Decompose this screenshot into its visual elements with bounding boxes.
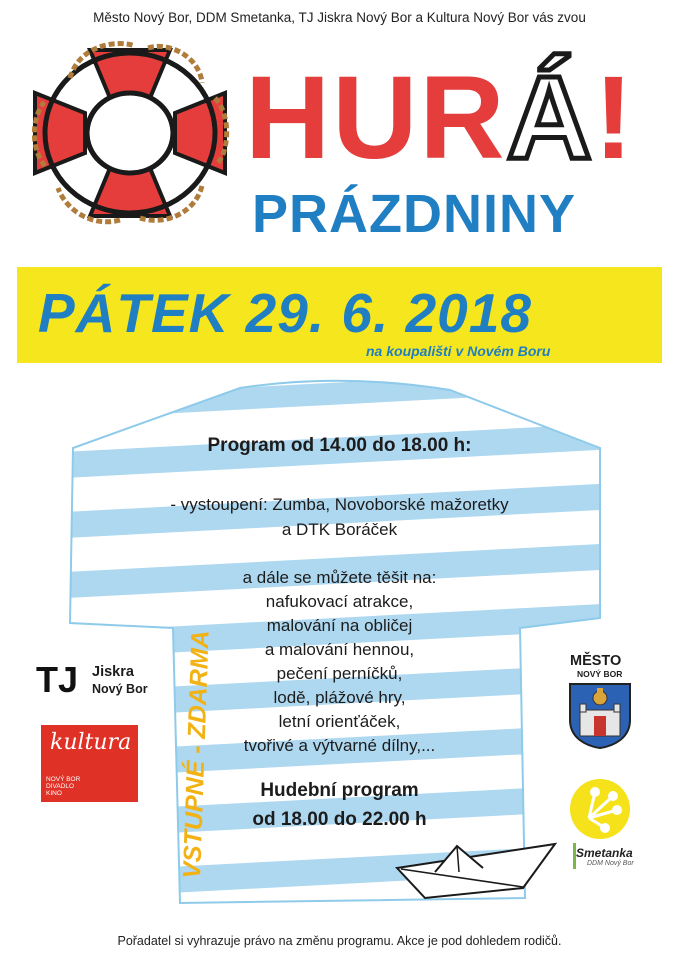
- svg-text:VSTUPNÉ - ZDARMA: VSTUPNÉ - ZDARMA: [178, 629, 215, 880]
- title-hura: [245, 52, 645, 184]
- smetanka-sub: DDM Nový Bor: [587, 860, 634, 867]
- tj-town: Nový Bor: [92, 682, 148, 696]
- program-item: pečení perníčků,: [276, 664, 403, 683]
- music-line-2: od 18.00 do 22.00 h: [252, 809, 427, 830]
- program-item: nafukovací atrakce,: [265, 592, 414, 611]
- program-heading: Program od 14.00 do 18.00 h:: [207, 435, 472, 456]
- program-item: malování na obličej: [266, 616, 413, 635]
- smetanka-name: Smetanka: [576, 846, 633, 860]
- kultura-word: kultura: [50, 730, 132, 755]
- program-item: tvořivé a výtvarné dílny,...: [243, 736, 436, 755]
- kultura-line: KINO: [46, 790, 62, 797]
- admission-free: [170, 623, 215, 883]
- program-item: letní orienťáček,: [278, 712, 401, 731]
- program-item: a malování hennou,: [264, 640, 415, 659]
- title-prazdniny: PRÁZDNINY: [252, 184, 577, 244]
- lifebuoy-icon: [30, 38, 230, 228]
- music-line-1: Hudební program: [260, 780, 419, 801]
- footer-note: Pořadatel si vyhrazuje právo na změnu programu. Akce je pod dohledem rodičů.: [117, 934, 562, 948]
- mesto-sublabel: NOVÝ BOR: [577, 669, 623, 679]
- performance-line-1: - vystoupení: Zumba, Novoborské mažoretky: [170, 495, 509, 514]
- city-crest-icon: [566, 680, 634, 750]
- program-item: lodě, plážové hry,: [273, 688, 406, 707]
- tj-name: Jiskra: [92, 664, 134, 680]
- svg-text:HURÁ!: HURÁ!: [245, 52, 636, 184]
- tj-logo: TJ: [36, 659, 79, 700]
- kultura-line: DIVADLO: [46, 783, 75, 790]
- event-venue: na koupališti v Novém Boru: [366, 343, 551, 359]
- kultura-line: NOVÝ BOR: [46, 776, 81, 783]
- smetanka-logo-icon: [565, 778, 635, 840]
- mesto-label: MĚSTO: [570, 653, 622, 669]
- performance-line-2: a DTK Boráček: [281, 520, 398, 539]
- event-date: PÁTEK 29. 6. 2018: [38, 282, 532, 344]
- more-intro: a dále se můžete těšit na:: [242, 568, 437, 587]
- paper-boat-icon: [395, 842, 560, 900]
- invitation-line: Město Nový Bor, DDM Smetanka, TJ Jiskra Nový Bor a Kultura Nový Bor vás zvou: [93, 10, 586, 25]
